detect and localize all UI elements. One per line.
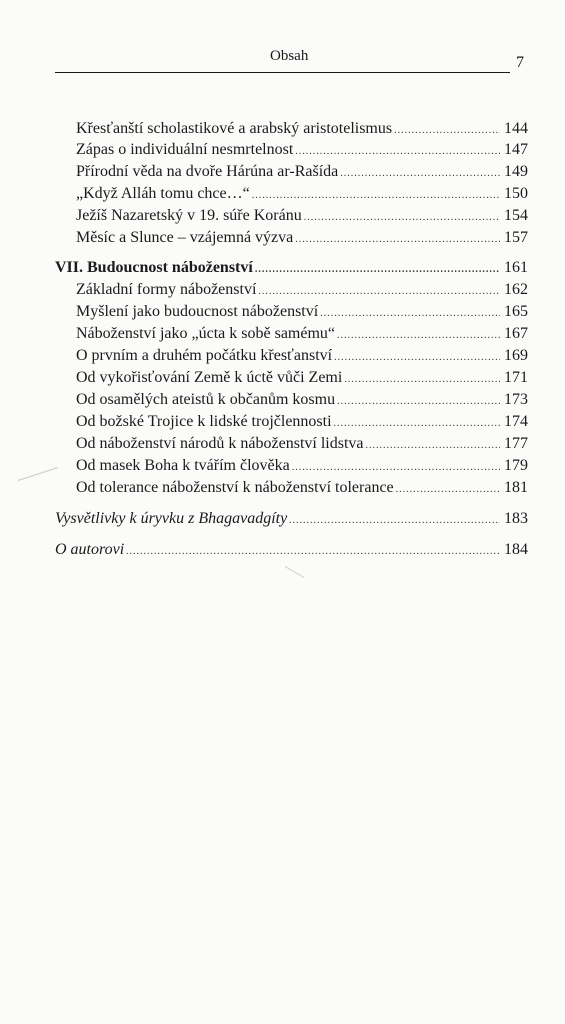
dot-leader <box>289 515 500 526</box>
toc-entry <box>76 457 528 479</box>
toc-entry-page: 174 <box>504 413 528 430</box>
dot-leader <box>394 125 500 136</box>
toc-entry <box>76 347 528 369</box>
toc-entry-title: Ježíš Nazaretský v 19. súře Koránu <box>76 207 302 224</box>
header-rule <box>55 72 510 73</box>
dot-leader <box>252 190 500 201</box>
toc-entry <box>76 391 528 413</box>
toc-chapter-entry <box>55 259 528 281</box>
toc-entry-page: 161 <box>504 259 528 276</box>
toc-entry-page: 177 <box>504 435 528 452</box>
running-head: Obsah <box>270 48 309 64</box>
toc-entry-page: 179 <box>504 457 528 474</box>
toc-entry-title: Od masek Boha k tvářím člověka <box>76 457 290 474</box>
toc-entry-page: 171 <box>504 369 528 386</box>
dot-leader <box>396 484 500 495</box>
toc-appendix-title: O autorovi <box>55 541 125 558</box>
toc-entry <box>76 281 528 303</box>
toc-entry-title: Křesťanští scholastikové a arabský aristotelismus <box>76 120 393 137</box>
toc-entry-page: 184 <box>504 541 528 558</box>
toc-entry-page: 165 <box>504 303 528 320</box>
dot-leader <box>295 234 500 245</box>
toc-entry-title: Od tolerance náboženství k náboženství tolerance <box>76 479 394 496</box>
toc-entry-title: Od vykořisťování Země k úctě vůči Zemi <box>76 369 343 386</box>
toc-entry <box>76 435 528 457</box>
dot-leader <box>258 286 500 297</box>
toc-entry <box>76 325 528 347</box>
toc-entry-page: 154 <box>504 207 528 224</box>
toc-appendix-entry <box>55 541 528 563</box>
dot-leader <box>126 546 500 557</box>
dot-leader <box>255 264 500 275</box>
dot-leader <box>337 396 500 407</box>
toc-entry-page: 149 <box>504 163 528 180</box>
toc-entry-title: Od božské Trojice k lidské trojčlennosti <box>76 413 332 430</box>
toc-entry <box>76 229 528 251</box>
toc-entry-title: Náboženství jako „úcta k sobě samému“ <box>76 325 336 342</box>
toc-entry-title: Zápas o individuální nesmrtelnost <box>76 141 294 158</box>
toc-entry <box>76 207 528 229</box>
toc-entry <box>76 185 528 207</box>
dot-leader <box>344 374 500 385</box>
page-number: 7 <box>516 54 524 71</box>
paper-smudge-mark <box>18 467 58 481</box>
toc-entry-page: 150 <box>504 185 528 202</box>
toc-entry-title: „Když Alláh tomu chce…“ <box>76 185 250 202</box>
toc-entry-page: 183 <box>504 510 528 527</box>
toc-entry <box>76 479 528 501</box>
toc-entry-title: Základní formy náboženství <box>76 281 257 298</box>
dot-leader <box>320 308 500 319</box>
toc-entry <box>76 141 528 163</box>
toc-entry <box>76 413 528 435</box>
toc-entry <box>76 120 528 142</box>
dot-leader <box>334 352 500 363</box>
toc-appendix-title: Vysvětlivky k úryvku z Bhagavadgíty <box>55 510 288 527</box>
toc-entry-page: 147 <box>504 141 528 158</box>
toc-entry-page: 173 <box>504 391 528 408</box>
toc-entry-title: Přírodní věda na dvoře Hárúna ar-Rašída <box>76 163 339 180</box>
toc-chapter-title: VII. Budoucnost náboženství <box>55 259 253 276</box>
toc-entry-page: 167 <box>504 325 528 342</box>
dot-leader <box>366 440 501 451</box>
dot-leader <box>340 168 500 179</box>
dot-leader <box>334 418 500 429</box>
dot-leader <box>295 146 500 157</box>
toc-appendix-entry <box>55 510 528 532</box>
toc-entry-page: 181 <box>504 479 528 496</box>
toc-entry-title: Myšlení jako budoucnost náboženství <box>76 303 319 320</box>
dot-leader <box>304 212 500 223</box>
toc-entry-title: O prvním a druhém počátku křesťanství <box>76 347 333 364</box>
dot-leader <box>337 330 500 341</box>
toc-entry-page: 157 <box>504 229 528 246</box>
toc-entry-title: Od osamělých ateistů k občanům kosmu <box>76 391 336 408</box>
toc-entry-page: 144 <box>504 120 528 137</box>
toc-entry-title: Od náboženství národů k náboženství lidstva <box>76 435 364 452</box>
toc-entry-title: Měsíc a Slunce – vzájemná výzva <box>76 229 294 246</box>
toc-entry-page: 169 <box>504 347 528 364</box>
toc-entry <box>76 369 528 391</box>
paper-smudge-mark <box>285 566 305 578</box>
toc-entry-page: 162 <box>504 281 528 298</box>
toc-entry <box>76 303 528 325</box>
toc-entry <box>76 163 528 185</box>
dot-leader <box>292 462 500 473</box>
